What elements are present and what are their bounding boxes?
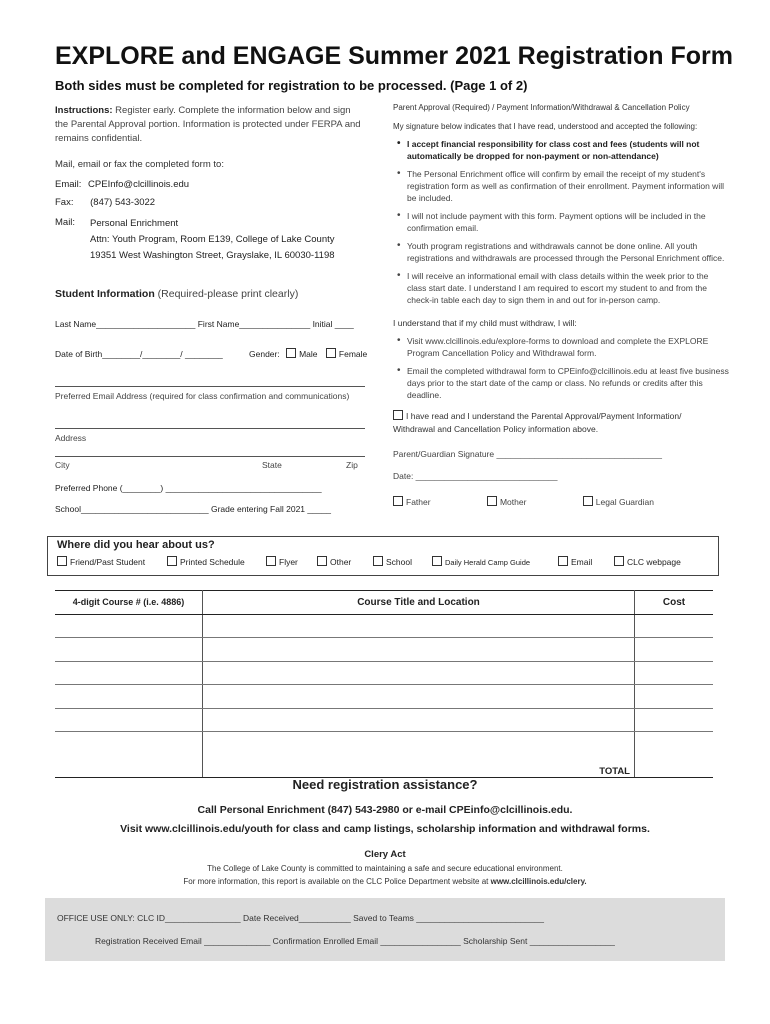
hear-opt-other xyxy=(317,556,351,569)
father-label: Father xyxy=(406,497,431,507)
gender-group xyxy=(249,348,367,361)
other-checkbox[interactable] xyxy=(317,556,327,566)
flyer-checkbox[interactable] xyxy=(266,556,276,566)
parent-bullet-list xyxy=(393,138,729,312)
guardian-checkbox[interactable] xyxy=(583,496,593,506)
page-title: EXPLORE and ENGAGE Summer 2021 Registration Form xyxy=(55,42,733,70)
assistance-line-1: Call Personal Enrichment (847) 543-2980 or e-mail CPEinfo@clcillinois.edu. xyxy=(197,804,573,816)
col-course-number: 4-digit Course # (i.e. 4886) xyxy=(55,591,203,615)
fax-row xyxy=(55,196,155,210)
parent-intro: My signature below indicates that I have read, understood and accepted the following: xyxy=(393,122,698,131)
withdraw-bullet-visit: • Visit www.clcillinois.edu/explore-forms to download and complete the EXPLORE Program Cancellation Policy and Withdrawal form. xyxy=(407,335,729,359)
email-opt-label: Email xyxy=(571,557,593,567)
state-label: State xyxy=(262,460,282,470)
friend-label: Friend/Past Student xyxy=(70,557,146,567)
student-heading-note: (Required-please print clearly) xyxy=(157,288,299,300)
friend-checkbox[interactable] xyxy=(57,556,67,566)
withdraw-bullet-email: • Email the completed withdrawal form to CPEinfo@clcillinois.edu at least five business days prior to the start date of the camp or class. No refunds or credits after this deadline. xyxy=(407,365,729,401)
assistance-line-2: Visit www.clcillinois.edu/youth for class and camp listings, scholarship information and withdrawal forms. xyxy=(120,823,650,835)
mother-checkbox[interactable] xyxy=(487,496,497,506)
office-row-1 xyxy=(57,912,544,925)
clc-checkbox[interactable] xyxy=(614,556,624,566)
herald-checkbox[interactable] xyxy=(432,556,442,566)
table-row[interactable] xyxy=(55,661,713,685)
hear-opt-friend xyxy=(57,556,145,569)
hear-opt-printed xyxy=(167,556,245,569)
bullet-email-details: • I will receive an informational email with class details within the week prior to the class start date. I understand I am required to escort my student to and from the check-in table each day to sign them in and out for in-person camp. xyxy=(407,270,729,306)
col-cost: Cost xyxy=(635,591,714,615)
city-label: City xyxy=(55,460,70,470)
hear-opt-herald xyxy=(432,556,530,570)
school-checkbox[interactable] xyxy=(373,556,383,566)
fax-value: (847) 543-3022 xyxy=(90,197,156,208)
flyer-label: Flyer xyxy=(279,557,298,567)
instructions-block xyxy=(55,104,365,146)
office-row-2[interactable]: Registration Received Email ______________ Confirmation Enrolled Email _________________ Scholarship Sent __________________ xyxy=(95,936,615,946)
address-label: Address xyxy=(55,433,87,443)
instructions-text: Register early. Complete the information below and sign the Parental Approval portion. Information is protected under FERPA and remains confidential. xyxy=(55,105,361,144)
mail-address xyxy=(90,216,335,264)
mail-line-1: Personal Enrichment xyxy=(90,218,179,229)
clc-label: CLC webpage xyxy=(627,557,681,567)
female-checkbox[interactable] xyxy=(326,348,336,358)
withdraw-intro: I understand that if my child must withdraw, I will: xyxy=(393,318,577,328)
withdraw-bullet-list xyxy=(393,335,729,407)
zip-label: Zip xyxy=(346,460,358,470)
student-heading xyxy=(55,288,298,300)
student-heading-label: Student Information xyxy=(55,288,155,300)
male-checkbox[interactable] xyxy=(286,348,296,358)
signature-field[interactable]: Parent/Guardian Signature ___________________________________ xyxy=(393,449,662,459)
email-line[interactable] xyxy=(55,386,365,387)
address-line[interactable] xyxy=(55,428,365,429)
other-label: Other xyxy=(330,557,352,567)
email-row xyxy=(55,178,189,192)
phone-field[interactable]: Preferred Phone (________) _________________________________ xyxy=(55,483,322,493)
total-cost-cell[interactable] xyxy=(635,755,714,778)
assistance-heading: Need registration assistance? xyxy=(292,777,478,792)
course-table-header xyxy=(55,591,713,615)
office-label: OFFICE USE ONLY: xyxy=(57,913,135,923)
bullet-financial: • I accept financial responsibility for class cost and fees (students will not automatically be dropped for non-payment or non-attendance) xyxy=(407,138,729,162)
parent-heading: Parent Approval (Required) / Payment Information/Withdrawal & Cancellation Policy xyxy=(393,103,690,112)
email-value: CPEInfo@clcillinois.edu xyxy=(88,179,190,190)
gender-label: Gender: xyxy=(249,349,280,359)
total-row xyxy=(55,755,713,778)
bullet-payment: • I will not include payment with this form. Payment options will be included in the confirmation email. xyxy=(407,210,729,234)
agree-text: I have read and I understand the Parental Approval/Payment Information/ Withdrawal and Cancellation Policy information above. xyxy=(393,411,682,434)
bullet-online: • Youth program registrations and withdrawals cannot be done online. All youth registrations and withdrawals are processed through the Personal Enrichment office. xyxy=(407,240,729,264)
fax-label: Fax: xyxy=(55,197,74,208)
table-row[interactable] xyxy=(55,614,713,638)
email-label: Email: xyxy=(55,179,82,190)
hear-opt-flyer xyxy=(266,556,298,569)
hear-opt-clc xyxy=(614,556,681,569)
agree-checkbox[interactable] xyxy=(393,410,403,420)
father-checkbox[interactable] xyxy=(393,496,403,506)
mail-line-2: Attn: Youth Program, Room E139, College of Lake County xyxy=(90,234,335,245)
male-label: Male xyxy=(299,349,318,359)
office-use-box xyxy=(45,898,725,961)
agree-row xyxy=(393,410,715,435)
instructions-label: Instructions: xyxy=(55,105,113,116)
col-course-title: Course Title and Location xyxy=(203,591,635,615)
relationship-group xyxy=(393,496,654,509)
hear-opt-school xyxy=(373,556,412,569)
date-field[interactable]: Date: ______________________________ xyxy=(393,471,558,481)
clery-heading: Clery Act xyxy=(364,849,406,860)
city-line[interactable] xyxy=(55,456,365,457)
school-label: School xyxy=(386,557,412,567)
printed-label: Printed Schedule xyxy=(180,557,245,567)
table-row[interactable] xyxy=(55,732,713,755)
printed-checkbox[interactable] xyxy=(167,556,177,566)
table-row[interactable] xyxy=(55,685,713,709)
guardian-label: Legal Guardian xyxy=(595,497,654,507)
clery-link[interactable]: www.clcillinois.edu/clery. xyxy=(490,877,587,886)
hear-opt-email xyxy=(558,556,592,569)
course-table xyxy=(55,590,713,778)
student-name-field[interactable]: Last Name_____________________ First Name_______________ Initial ____ xyxy=(55,319,354,329)
table-row[interactable] xyxy=(55,638,713,662)
mail-label: Mail: xyxy=(55,217,76,228)
clery-line-2 xyxy=(0,877,770,886)
mail-intro: Mail, email or fax the completed form to: xyxy=(55,159,224,170)
mail-line-3: 19351 West Washington Street, Grayslake, IL 60030-1198 xyxy=(90,250,335,261)
hear-heading: Where did you hear about us? xyxy=(57,539,215,551)
preferred-email-label: Preferred Email Address (required for class confirmation and communications) xyxy=(55,391,350,401)
clery-line-1: The College of Lake County is committed to maintaining a safe and secure educational environment. xyxy=(207,864,563,873)
bullet-confirmation: • The Personal Enrichment office will confirm by email the receipt of my student's registration form as well as confirmation of their enrollment. Payment information will be included. xyxy=(407,168,729,204)
school-field[interactable]: School___________________________ Grade entering Fall 2021 _____ xyxy=(55,504,332,514)
female-label: Female xyxy=(338,349,368,359)
office-row-1-fields[interactable]: CLC ID________________ Date Received___________ Saved to Teams ___________________________ xyxy=(137,913,544,923)
mother-label: Mother xyxy=(499,497,527,507)
email-checkbox[interactable] xyxy=(558,556,568,566)
herald-label: Daily Herald Camp Guide xyxy=(445,558,531,567)
table-row[interactable] xyxy=(55,708,713,732)
total-label: TOTAL xyxy=(203,755,635,778)
clery-line-2-text: For more information, this report is available on the CLC Police Department website at xyxy=(183,877,491,886)
page-subtitle: Both sides must be completed for registration to be processed. (Page 1 of 2) xyxy=(55,78,528,93)
dob-field[interactable]: Date of Birth________/________/ ________ xyxy=(55,349,223,359)
